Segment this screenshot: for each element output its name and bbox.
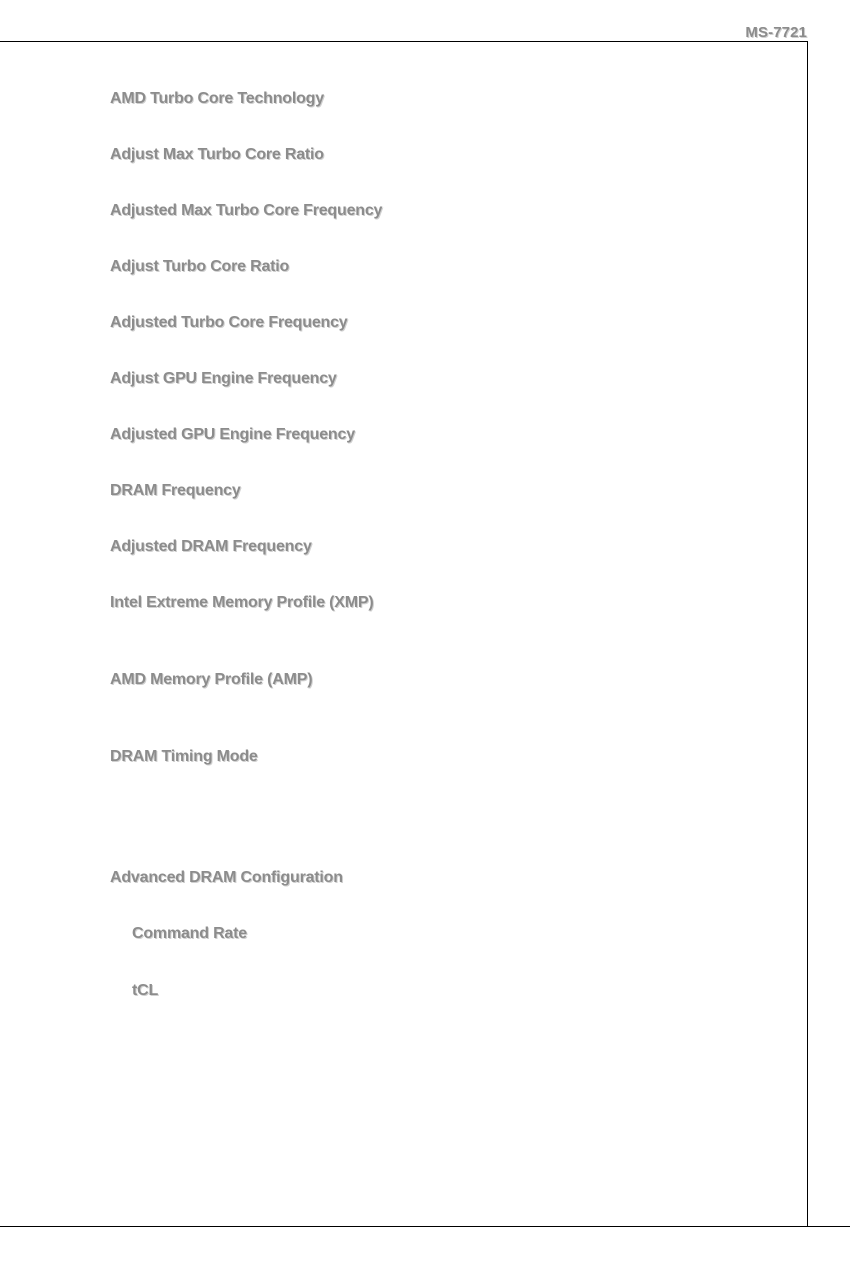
setting-adjust-turbo-core-ratio: Adjust Turbo Core Ratio — [110, 258, 290, 275]
setting-amd-memory-profile: AMD Memory Profile (AMP) — [110, 671, 313, 688]
setting-command-rate: Command Rate — [132, 925, 247, 942]
model-number: MS-7721 — [745, 24, 807, 41]
top-rule — [0, 41, 808, 42]
setting-adjusted-dram-frequency: Adjusted DRAM Frequency — [110, 538, 312, 555]
setting-adjust-gpu-engine-frequency: Adjust GPU Engine Frequency — [110, 370, 337, 387]
setting-adjusted-turbo-core-frequency: Adjusted Turbo Core Frequency — [110, 314, 348, 331]
setting-dram-frequency: DRAM Frequency — [110, 482, 241, 499]
setting-amd-turbo-core-technology: AMD Turbo Core Technology — [110, 90, 324, 107]
setting-adjusted-max-turbo-core-frequency: Adjusted Max Turbo Core Frequency — [110, 202, 383, 219]
setting-advanced-dram-configuration: Advanced DRAM Configuration — [110, 869, 343, 886]
right-rule — [807, 41, 808, 1227]
setting-adjusted-gpu-engine-frequency: Adjusted GPU Engine Frequency — [110, 426, 355, 443]
setting-tcl: tCL — [132, 982, 159, 999]
setting-dram-timing-mode: DRAM Timing Mode — [110, 748, 258, 765]
setting-intel-xmp: Intel Extreme Memory Profile (XMP) — [110, 594, 374, 611]
setting-adjust-max-turbo-core-ratio: Adjust Max Turbo Core Ratio — [110, 146, 324, 163]
bottom-rule — [0, 1226, 850, 1227]
